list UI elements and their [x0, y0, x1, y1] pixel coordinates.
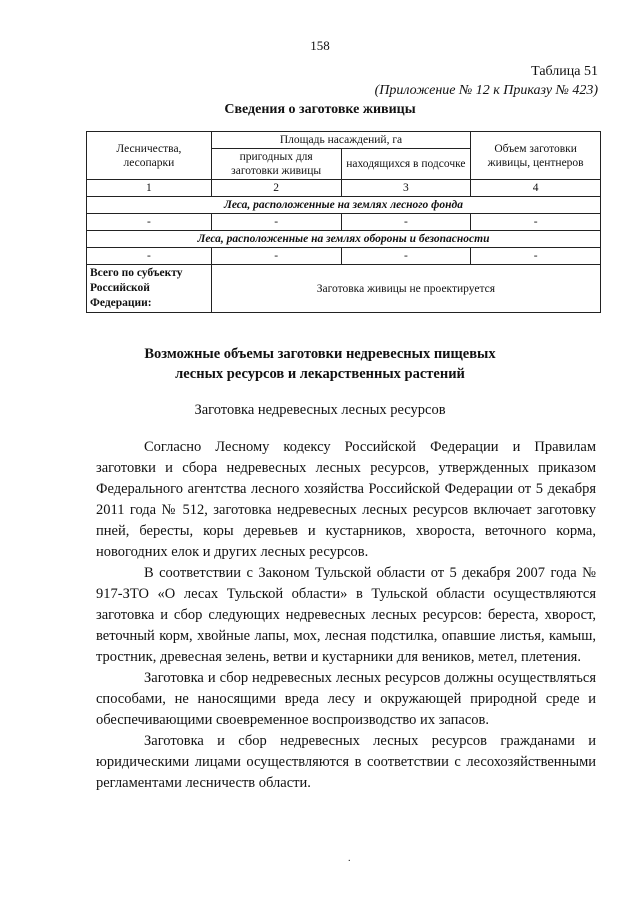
table-cell: -: [211, 248, 341, 265]
column-number: 4: [471, 180, 601, 197]
section-heading-line: лесных ресурсов и лекарственных растений: [175, 366, 465, 382]
table-title: Сведения о заготовке живицы: [224, 102, 416, 117]
resin-table: [86, 131, 601, 313]
section-heading-line: Возможные объемы заготовки недревесных пищевых: [144, 346, 496, 362]
header-forestry: Лесничества, лесопарки: [87, 132, 212, 180]
table-cell: -: [87, 248, 212, 265]
section-forest-fund: Леса, расположенные на землях лесного фонда: [87, 197, 601, 214]
table-total-row: [87, 265, 601, 313]
table-section-row: [87, 197, 601, 214]
section-defense-lands: Леса, расположенные на землях обороны и безопасности: [87, 231, 601, 248]
header-volume: Объем заготовки живицы, центнеров: [471, 132, 601, 180]
table-section-row: [87, 231, 601, 248]
page-number: 158: [310, 38, 330, 53]
table-number-row: [87, 180, 601, 197]
table-cell: -: [87, 214, 212, 231]
header-area-tapping: находящихся в подсочке: [341, 149, 471, 180]
paragraph: В соответствии с Законом Тульской области от 5 декабря 2007 года № 917-ЗТО «О лесах Тульской области» в Тульской области осуществляются заготовка и сбор следующих недревесных лесных ресурсов: береста, хворост, веточный корм, хвойные лапы, мох, лесная подстилка, опавшие листья, камыш, тростник, древесная зелень, ветви и кустарники для веников, метел, плетения.: [96, 565, 596, 665]
column-number: 1: [87, 180, 212, 197]
table-cell: -: [341, 248, 471, 265]
table-cell: -: [471, 248, 601, 265]
body-text: [96, 437, 596, 794]
footer-mark: .: [348, 853, 351, 864]
table-cell: -: [341, 214, 471, 231]
column-number: 3: [341, 180, 471, 197]
table-cell: -: [471, 214, 601, 231]
header-area: Площадь насаждений, га: [211, 132, 470, 149]
column-number: 2: [211, 180, 341, 197]
table-header-row: [87, 132, 601, 149]
total-value: Заготовка живицы не проектируется: [211, 265, 600, 313]
table-row: [87, 214, 601, 231]
total-label: Всего по субъекту Российской Федерации:: [87, 265, 212, 313]
table-row: [87, 248, 601, 265]
section-heading: [0, 344, 640, 384]
table-cell: -: [211, 214, 341, 231]
paragraph: Заготовка и сбор недревесных лесных ресурсов должны осуществляться способами, не наносящими вреда лесу и окружающей природной среде и обеспечивающими своевременное воспроизводство их запасов.: [96, 670, 596, 728]
paragraph: Заготовка и сбор недревесных лесных ресурсов гражданами и юридическими лицами осуществляются в соответствии с лесохозяйственными регламентами лесничеств области.: [96, 733, 596, 791]
paragraph: Согласно Лесному кодексу Российской Федерации и Правилам заготовки и сбора недревесных лесных ресурсов, утвержденных приказом Федерального агентства лесного хозяйства Российской Федерации от 5 декабря 2011 года № 512, заготовка недревесных лесных ресурсов включает заготовку пней, бересты, коры деревьев и кустарников, хвороста, веточного корма, новогодних елок и других лесных ресурсов.: [96, 439, 596, 560]
header-area-suitable: пригодных для заготовки живицы: [211, 149, 341, 180]
appendix-reference: (Приложение № 12 к Приказу № 423): [374, 83, 598, 98]
table-label: Таблица 51: [531, 64, 598, 79]
subheading: Заготовка недревесных лесных ресурсов: [194, 402, 446, 418]
